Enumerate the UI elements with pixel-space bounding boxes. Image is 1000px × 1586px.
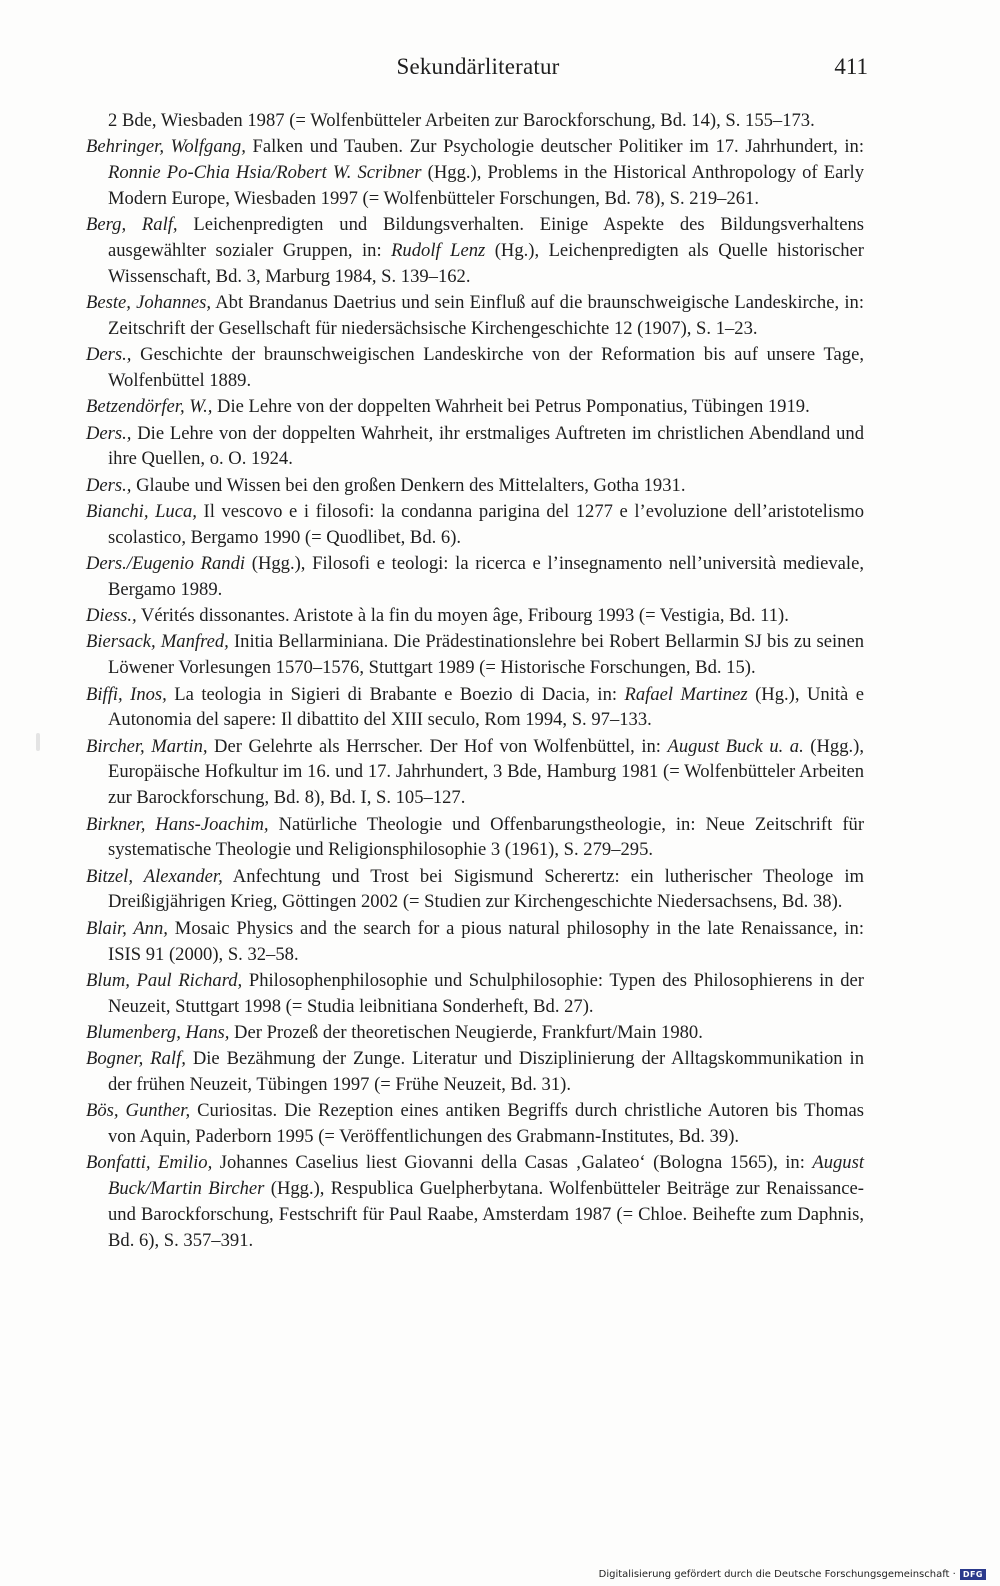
entry-author: Ders., bbox=[86, 474, 132, 496]
bibliography-entry: Bonfatti, Emilio, Johannes Caselius liest Giovanni della Casas ‚Galateo‘ (Bologna 1565), in: August Buck/Martin Bircher (Hgg.), Respublica Guelpherbytana. Wolfenbütteler Beiträge zur Renaissance- und Barockforschung, Festschrift für Paul Raabe, Amsterdam 1987 (= Chloe. Beihefte zum Daphnis, Bd. 6), S. 357–391. bbox=[86, 1152, 864, 1251]
entry-author: Beste, Johannes, bbox=[86, 292, 212, 314]
entry-author: Bitzel, Alexander, bbox=[86, 865, 223, 887]
bibliography-entry: Ders., Glaube und Wissen bei den großen Denkern des Mittelalters, Gotha 1931. bbox=[86, 474, 686, 496]
bibliography-entry: Bogner, Ralf, Die Bezähmung der Zunge. Literatur und Disziplinierung der Alltagskommunikation in der frühen Neuzeit, Tübingen 1997 (= Frühe Neuzeit, Bd. 31). bbox=[86, 1048, 864, 1095]
entry-author: Betzendörfer, W., bbox=[86, 396, 213, 418]
credit-text: Digitalisierung gefördert durch die Deutsche Forschungsgemeinschaft · bbox=[598, 1569, 956, 1580]
bibliography-entry: Ders., Geschichte der braunschweigischen Landeskirche von der Reformation bis auf unsere Tage, Wolfenbüttel 1889. bbox=[86, 344, 864, 391]
margin-smudge bbox=[36, 733, 40, 751]
entry-author: Berg, Ralf, bbox=[86, 214, 178, 236]
bibliography-entry: Bös, Gunther, Curiositas. Die Rezeption eines antiken Begriffs durch christliche Autoren bis Thomas von Aquin, Paderborn 1995 (= Veröffentlichungen des Grabmann-Institutes, Bd. 39). bbox=[86, 1100, 865, 1148]
entry-editor: Rafael Martinez bbox=[624, 683, 748, 705]
dfg-logo: DFG bbox=[960, 1569, 986, 1580]
running-header bbox=[88, 50, 868, 84]
entry-author: Blumenberg, Hans, bbox=[86, 1021, 230, 1043]
entry-author: Bircher, Martin, bbox=[86, 735, 208, 757]
bibliography-entry: Betzendörfer, W., Die Lehre von der doppelten Wahrheit bei Petrus Pomponatius, Tübingen 1919. bbox=[86, 396, 810, 418]
entry-author: Blair, Ann, bbox=[86, 917, 168, 939]
bibliography-entry: Bircher, Martin, Der Gelehrte als Herrscher. Der Hof von Wolfenbüttel, in: August Buck u. a. (Hgg.), Europäische Hofkultur im 16. und 17. Jahrhundert, 3 Bde, Hamburg 1981 (= Wolfenbütteler Arbeiten zur Barockforschung, Bd. 8), Bd. I, S. 105–127. bbox=[86, 735, 864, 809]
entry-author: Biersack, Manfred, bbox=[86, 631, 229, 653]
entry-editor: August Buck/Martin Bircher bbox=[108, 1152, 864, 1200]
bibliography-entry: Blum, Paul Richard, Philosophenphilosophie und Schulphilosophie: Typen des Philosophierens in der Neuzeit, Stuttgart 1998 (= Studia leibnitiana Sonderheft, Bd. 27). bbox=[86, 969, 864, 1017]
bibliography-entry: 2 Bde, Wiesbaden 1987 (= Wolfenbütteler Arbeiten zur Barockforschung, Bd. 14), S. 155–173. bbox=[108, 110, 815, 131]
bibliography-entry: Biersack, Manfred, Initia Bellarminiana. Die Prädestinationslehre bei Robert Bellarmin SJ bis zu seinen Löwener Vorlesungen 1570–1576, Stuttgart 1989 (= Historische Forschungen, Bd. 15). bbox=[86, 631, 864, 679]
entry-author: Ders., bbox=[86, 422, 132, 444]
bibliography-list bbox=[86, 108, 864, 1254]
bibliography-entry: Ders./Eugenio Randi (Hgg.), Filosofi e teologi: la ricerca e l’insegnamento nell’università medievale, Bergamo 1989. bbox=[86, 553, 864, 600]
entry-author: Bös, Gunther, bbox=[86, 1100, 191, 1122]
entry-editor: Ronnie Po-Chia Hsia/Robert W. Scribner bbox=[108, 162, 422, 184]
entry-author: Behringer, Wolfgang, bbox=[86, 136, 246, 158]
bibliography-entry: Bitzel, Alexander, Anfechtung und Trost bei Sigismund Scherertz: ein lutherischer Theologe im Dreißigjährigen Krieg, Göttingen 2002 (= Studien zur Kirchengeschichte Niedersachsens, Bd. 38). bbox=[86, 865, 864, 913]
bibliography-entry: Behringer, Wolfgang, Falken und Tauben. Zur Psychologie deutscher Politiker im 17. Jahrhundert, in: Ronnie Po-Chia Hsia/Robert W. Scribner (Hgg.), Problems in the Historical Anthropology of Early Modern Europe, Wiesbaden 1997 (= Wolfenbütteler Forschungen, Bd. 78), S. 219–261. bbox=[86, 136, 864, 209]
bibliography-entry: Ders., Die Lehre von der doppelten Wahrheit, ihr erstmaliges Auftreten im christlichen Abendland und ihre Quellen, o. O. 1924. bbox=[86, 422, 864, 470]
bibliography-entry: Bianchi, Luca, Il vescovo e i filosofi: la condanna parigina del 1277 e l’evoluzione dell’aristotelismo scolastico, Bergamo 1990 (= Quodlibet, Bd. 6). bbox=[86, 500, 865, 548]
entry-author: Biffi, Inos, bbox=[86, 683, 167, 705]
bibliography-entry: Diess., Vérités dissonantes. Aristote à la fin du moyen âge, Fribourg 1993 (= Vestigia, Bd. 11). bbox=[86, 605, 789, 627]
digitization-credit bbox=[599, 1569, 986, 1580]
bibliography-entry: Beste, Johannes, Abt Brandanus Daetrius und sein Einfluß auf die braunschweigische Landeskirche, in: Zeitschrift der Gesellschaft für niedersächsische Kirchengeschichte 12 (1907), S. 1–23. bbox=[86, 292, 864, 339]
entry-author: Bianchi, Luca, bbox=[86, 500, 197, 522]
bibliography-entry: Berg, Ralf, Leichenpredigten und Bildungsverhalten. Einige Aspekte des Bildungsverhaltens ausgewählter sozialer Gruppen, in: Rudolf Lenz (Hg.), Leichenpredigten als Quelle historischer Wissenschaft, Bd. 3, Marburg 1984, S. 139–162. bbox=[86, 214, 865, 287]
bibliography-entry: Birkner, Hans-Joachim, Natürliche Theologie und Offenbarungstheologie, in: Neue Zeitschrift für systematische Theologie und Religionsphilosophie 3 (1961), S. 279–295. bbox=[86, 813, 865, 861]
entry-author: Bogner, Ralf, bbox=[86, 1048, 186, 1070]
entry-author: Ders., bbox=[86, 344, 132, 366]
page-number: 411 bbox=[834, 54, 868, 79]
entry-editor: August Buck u. a. bbox=[667, 735, 804, 757]
entry-author: Birkner, Hans-Joachim, bbox=[86, 813, 269, 835]
bibliography-entry: Biffi, Inos, La teologia in Sigieri di Brabante e Boezio di Dacia, in: Rafael Martinez (Hg.), Unità e Autonomia del sapere: Il dibattito del XIII seculo, Rom 1994, S. 97–133. bbox=[86, 683, 864, 731]
entry-author: Blum, Paul Richard, bbox=[86, 969, 243, 991]
entry-author: Diess., bbox=[86, 605, 137, 627]
running-title: Sekundärliteratur bbox=[396, 54, 560, 79]
entry-author: Bonfatti, Emilio, bbox=[86, 1152, 213, 1174]
bibliography-entry: Blair, Ann, Mosaic Physics and the search for a pious natural philosophy in the late Renaissance, in: ISIS 91 (2000), S. 32–58. bbox=[86, 917, 864, 965]
entry-editor: Rudolf Lenz bbox=[391, 239, 486, 261]
entry-author: Ders./Eugenio Randi bbox=[86, 553, 246, 575]
bibliography-entry: Blumenberg, Hans, Der Prozeß der theoretischen Neugierde, Frankfurt/Main 1980. bbox=[86, 1021, 703, 1043]
